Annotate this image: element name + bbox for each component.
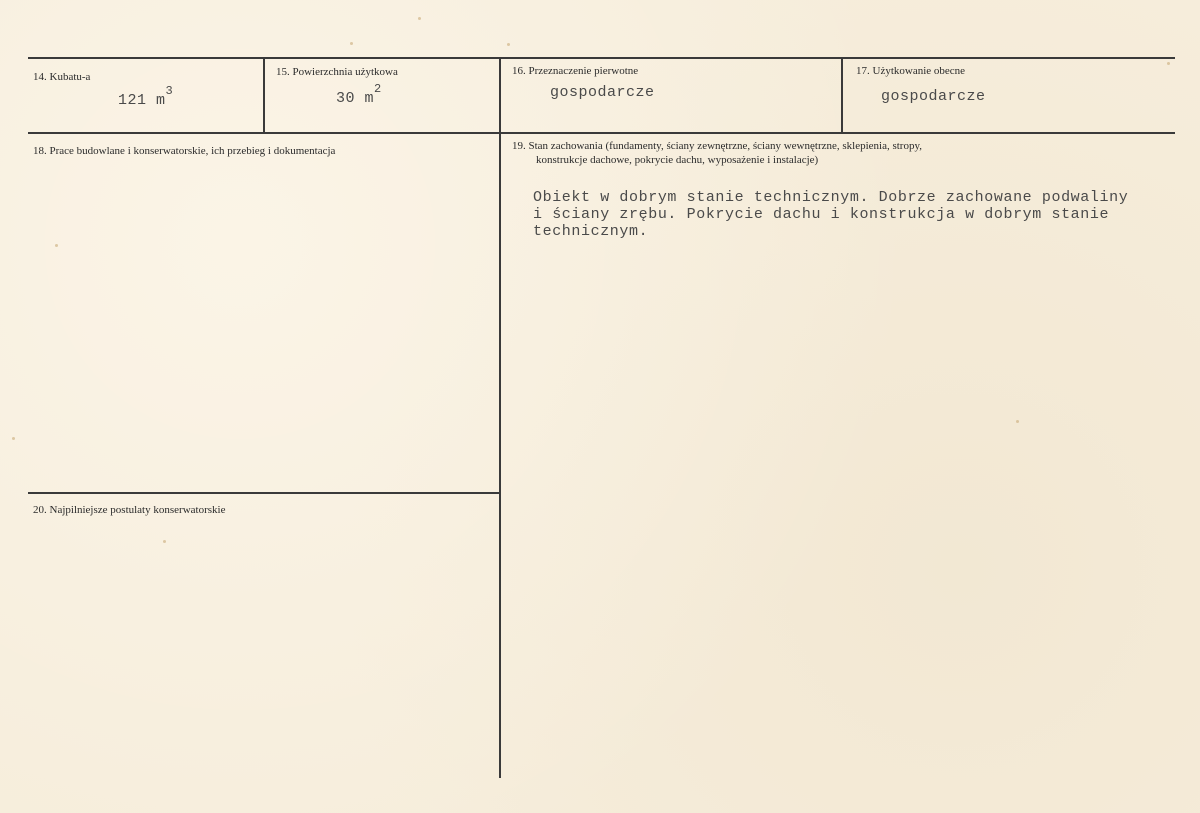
paper-speck [1016,420,1019,423]
field-19-text-line-2: i ściany zrębu. Pokrycie dachu i konstrukcja w dobrym stanie [533,206,1110,223]
paper-speck [507,43,510,46]
field-15-label: 15. Powierzchnia użytkowa [276,66,398,78]
field-15-value-text: 30 m [336,90,375,107]
field-14-label: 14. Kubatu‐a [33,71,91,83]
top-rule [28,57,1175,59]
col-divider-3 [841,58,843,133]
field-19-text-line-3: technicznym. [533,223,649,240]
row-divider [28,132,1175,134]
field-19-label-line-2: konstrukcje dachowe, pokrycie dachu, wyposażenie i instalacje) [536,154,819,166]
field-17-value: gospodarcze [881,88,986,105]
field-14-unit-exponent: 3 [165,84,174,98]
field-19-text [533,189,1128,240]
col-divider-1 [263,58,265,133]
field-16-label: 16. Przeznaczenie pierwotne [512,65,639,77]
field-15-value [336,82,382,107]
paper-speck [350,42,353,45]
field-17-label: 17. Użytkowanie obecne [856,65,966,77]
paper-speck [1167,62,1170,65]
field-19-label-line-1: 19. Stan zachowania (fundamenty, ściany zewnętrzne, ściany wewnętrzne, sklepienia, stropy, [512,140,923,152]
field-14-value-text: 121 m [118,92,166,109]
field-15-unit-exponent: 2 [374,82,382,96]
paper-speck [12,437,15,440]
field-16-value: gospodarcze [550,84,655,101]
field-19-text-line-1: Obiekt w dobrym stanie technicznym. Dobrze zachowane podwaliny [533,189,1129,206]
field-20-label: 20. Najpilniejsze postulaty konserwatorskie [33,504,226,516]
paper-speck [55,244,58,247]
paper-speck [418,17,421,20]
section-20-divider [28,492,500,494]
field-14-value [118,84,174,109]
col-divider-2 [499,58,501,778]
field-18-label: 18. Prace budowlane i konserwatorskie, ich przebieg i dokumentacja [33,145,336,157]
paper-speck [163,540,166,543]
